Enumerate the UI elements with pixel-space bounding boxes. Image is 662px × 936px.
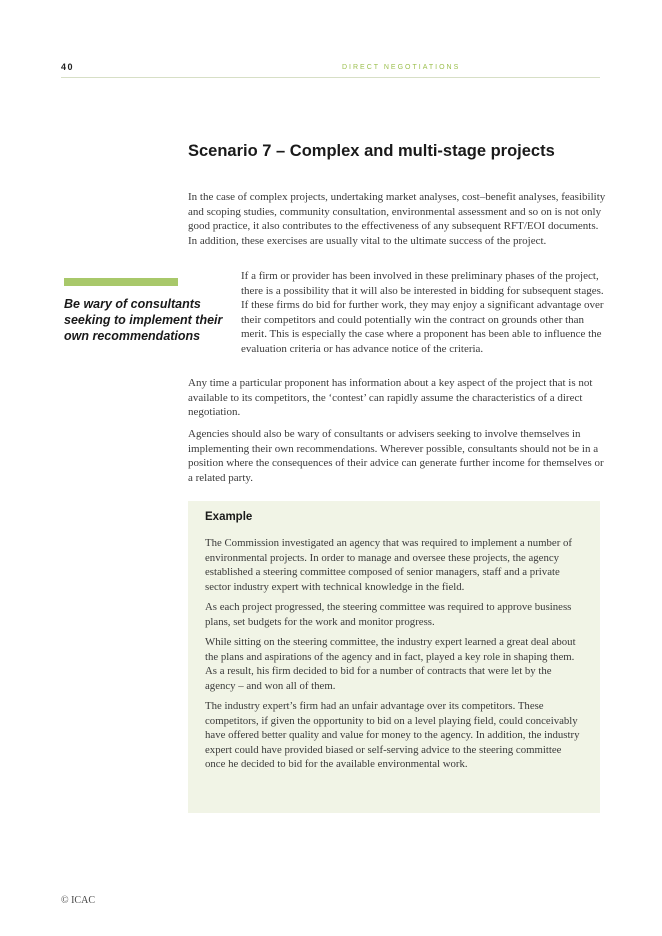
footer-copyright: © ICAC <box>61 895 95 906</box>
example-content <box>205 536 583 778</box>
example-heading: Example <box>205 511 253 523</box>
example-box <box>188 501 600 813</box>
running-head: DIRECT NEGOTIATIONS <box>342 64 461 71</box>
example-paragraph: While sitting on the steering committee, the industry expert learned a great deal about the plans and aspirations of the agency and in fact, played a key role in shaping them. As a result, his firm decided to bid for a number of contracts that were let by the agency – and won all of them. <box>205 636 576 692</box>
information-advantage-paragraph: Any time a particular proponent has information about a key aspect of the project that is not available to its competitors, the ‘contest’ can rapidly assume the characteristics of a direct negotiation. <box>188 377 593 418</box>
example-paragraph: The Commission investigated an agency that was required to implement a number of environmental projects. In order to manage and oversee these projects, the agency established a steering committee composed of senior managers, staff and a private sector industry expert with technical knowledge in the field. <box>205 537 572 593</box>
page-title: Scenario 7 – Complex and multi-stage projects <box>188 142 555 160</box>
page-number: 40 <box>61 62 75 72</box>
pull-quote-accent-bar <box>64 278 178 286</box>
intro-paragraph: In the case of complex projects, undertaking market analyses, cost–benefit analyses, feasibility and scoping studies, community consultation, environmental assessment and so on is not only good practice, it also contributes to the effectiveness of any subsequent RFT/EOI documents. In addition, these exercises are usually vital to the ultimate success of the project. <box>188 191 606 247</box>
example-paragraph: The industry expert’s firm had an unfair advantage over its competitors. These competitors, if given the opportunity to bid on a level playing field, could conceivably have offered better quality and value for money to the agency. In addition, the industry expert could have provided biased or self-serving advice to the steering committee once he decided to bid for the available environmental work. <box>205 700 580 770</box>
preliminary-phases-paragraph: If a firm or provider has been involved in these preliminary phases of the project, there is a possibility that it will also be interested in bidding for subsequent stages. If these firms do bid for further work, they may enjoy a significant advantage over their competitors and could potentially win the contract on grounds other than merit. This is especially the case where a proponent has been able to influence the evaluation criteria or has advance notice of the criteria. <box>241 270 604 355</box>
consultants-warning-paragraph: Agencies should also be wary of consultants or advisers seeking to involve themselves in implementing their own recommendations. Wherever possible, consultants should not be in a position where the consequences of their advice can generate further income for themselves or a related party. <box>188 428 604 484</box>
header-divider <box>61 77 600 78</box>
pull-quote: Be wary of consultants seeking to implement their own recommendations <box>64 297 223 343</box>
example-paragraph: As each project progressed, the steering committee was required to approve business plans, set budgets for the work and monitor progress. <box>205 601 572 628</box>
